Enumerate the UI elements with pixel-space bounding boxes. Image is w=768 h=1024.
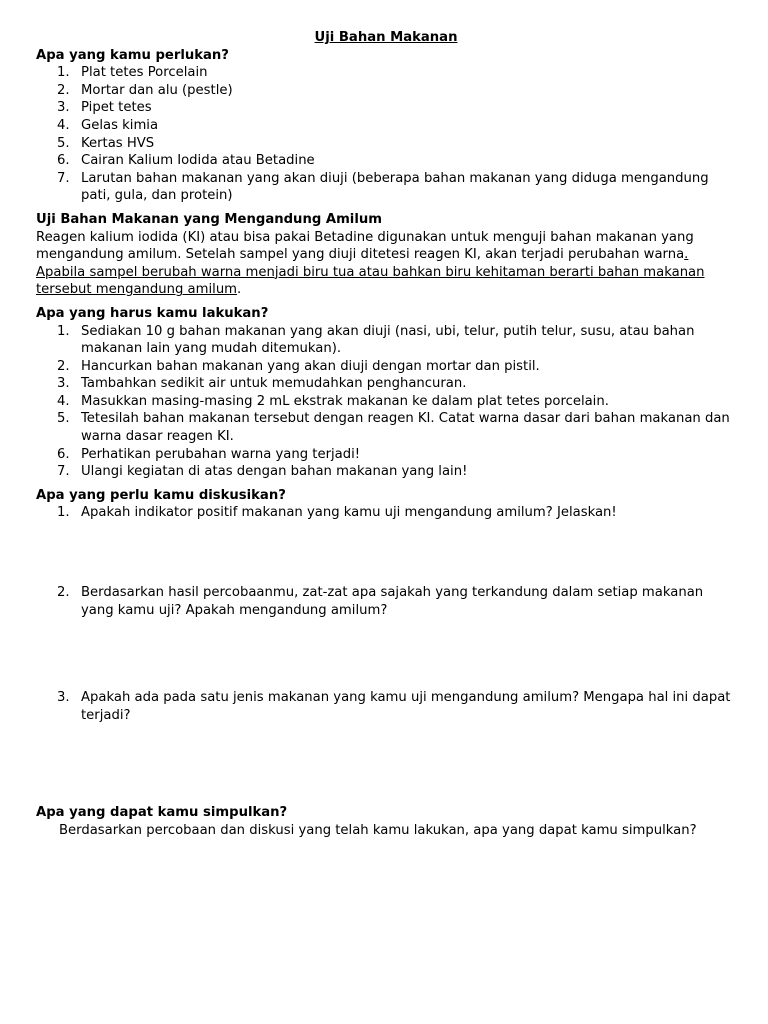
conclusion-text: Berdasarkan percobaan dan diskusi yang telah kamu lakukan, apa yang dapat kamu simpulkan? [59,823,697,838]
amilum-text-end: . [237,282,242,298]
discussion-list [36,504,736,804]
list-text: Berdasarkan hasil percobaanmu, zat-zat apa sajakah yang terkandung dalam setiap makanan yang kamu uji? Apakah mengandung amilum? [81,585,704,618]
list-number: 3. [57,376,70,392]
list-text: Hancurkan bahan makanan yang akan diuji dengan mortar dan pistil. [81,358,540,374]
procedure-heading: Apa yang harus kamu lakukan? [36,305,269,321]
list-item [36,358,736,376]
list-number: 1. [57,505,70,521]
list-text: Ulangi kegiatan di atas dengan bahan makanan yang lain! [81,464,468,480]
list-text: Sediakan 10 g bahan makanan yang akan diuji (nasi, ubi, telur, putih telur, susu, atau bahan makanan lain yang mudah ditemukan). [81,323,695,357]
list-text: Mortar dan alu (pestle) [81,82,233,98]
amilum-heading: Uji Bahan Makanan yang Mengandung Amilum [36,211,382,227]
list-number: 1. [57,323,70,339]
list-number: 3. [57,100,70,116]
list-number: 2. [57,585,70,601]
list-item [36,135,736,153]
list-number: 1. [57,65,70,81]
materials-heading: Apa yang kamu perlukan? [36,47,229,63]
list-item [36,82,736,100]
list-text: Kertas HVS [81,135,155,151]
discussion-heading: Apa yang perlu kamu diskusikan? [36,487,286,503]
list-number: 4. [57,117,70,133]
list-item [36,152,736,170]
answer-space [36,724,736,804]
page-title: Uji Bahan Makanan [314,30,458,45]
list-number: 5. [57,411,70,427]
procedure-list [36,323,736,481]
list-text: Pipet tetes [81,100,152,116]
conclusion-heading: Apa yang dapat kamu simpulkan? [36,805,288,821]
amilum-text: Reagen kalium iodida (KI) atau bisa pakai Betadine digunakan untuk menguji bahan makanan yang mengandung amilum. Setelah sampel yang diuji ditetesi reagen KI, akan terjadi perubahan warna [36,229,694,263]
list-text: Apakah ada pada satu jenis makanan yang kamu uji mengandung amilum? Mengapa hal ini dapat terjadi? [81,690,731,723]
list-item [36,410,736,445]
list-text: Tambahkan sedikit air untuk memudahkan penghancuran. [81,376,467,392]
materials-list [36,64,736,205]
list-text: Plat tetes Porcelain [81,65,208,81]
list-number: 6. [57,446,70,462]
list-number: 5. [57,135,70,151]
list-text: Tetesilah bahan makanan tersebut dengan reagen KI. Catat warna dasar dari bahan makanan dan warna dasar reagen KI. [81,411,730,445]
list-item [36,446,736,464]
list-number: 7. [57,170,70,186]
list-item [36,393,736,411]
list-text: Apakah indikator positif makanan yang kamu uji mengandung amilum? Jelaskan! [81,505,617,521]
amilum-text-underlined: . Apabila sampel berubah warna menjadi biru tua atau bahkan biru kehitaman berarti bahan makanan tersebut mengandung amilum [36,247,705,298]
list-number: 3. [57,690,70,706]
list-text: Cairan Kalium Iodida atau Betadine [81,153,315,169]
list-item [36,99,736,117]
list-number: 6. [57,153,70,169]
list-number: 2. [57,82,70,98]
list-item [36,689,736,724]
list-text: Masukkan masing-masing 2 mL ekstrak makanan ke dalam plat tetes porcelain. [81,393,609,409]
worksheet-page [36,29,736,840]
amilum-paragraph [36,229,736,299]
list-item [36,323,736,358]
list-text: Larutan bahan makanan yang akan diuji (beberapa bahan makanan yang diduga mengandung pati, gula, dan protein) [81,170,709,204]
answer-space [36,522,736,584]
list-item [36,504,736,522]
list-number: 2. [57,358,70,374]
list-item [36,375,736,393]
list-item [36,170,736,205]
list-item [36,584,736,619]
list-item [36,64,736,82]
answer-space [36,619,736,689]
list-item [36,117,736,135]
list-number: 4. [57,393,70,409]
list-text: Gelas kimia [81,117,159,133]
list-text: Perhatikan perubahan warna yang terjadi! [81,446,361,462]
list-item [36,463,736,481]
list-number: 7. [57,464,70,480]
